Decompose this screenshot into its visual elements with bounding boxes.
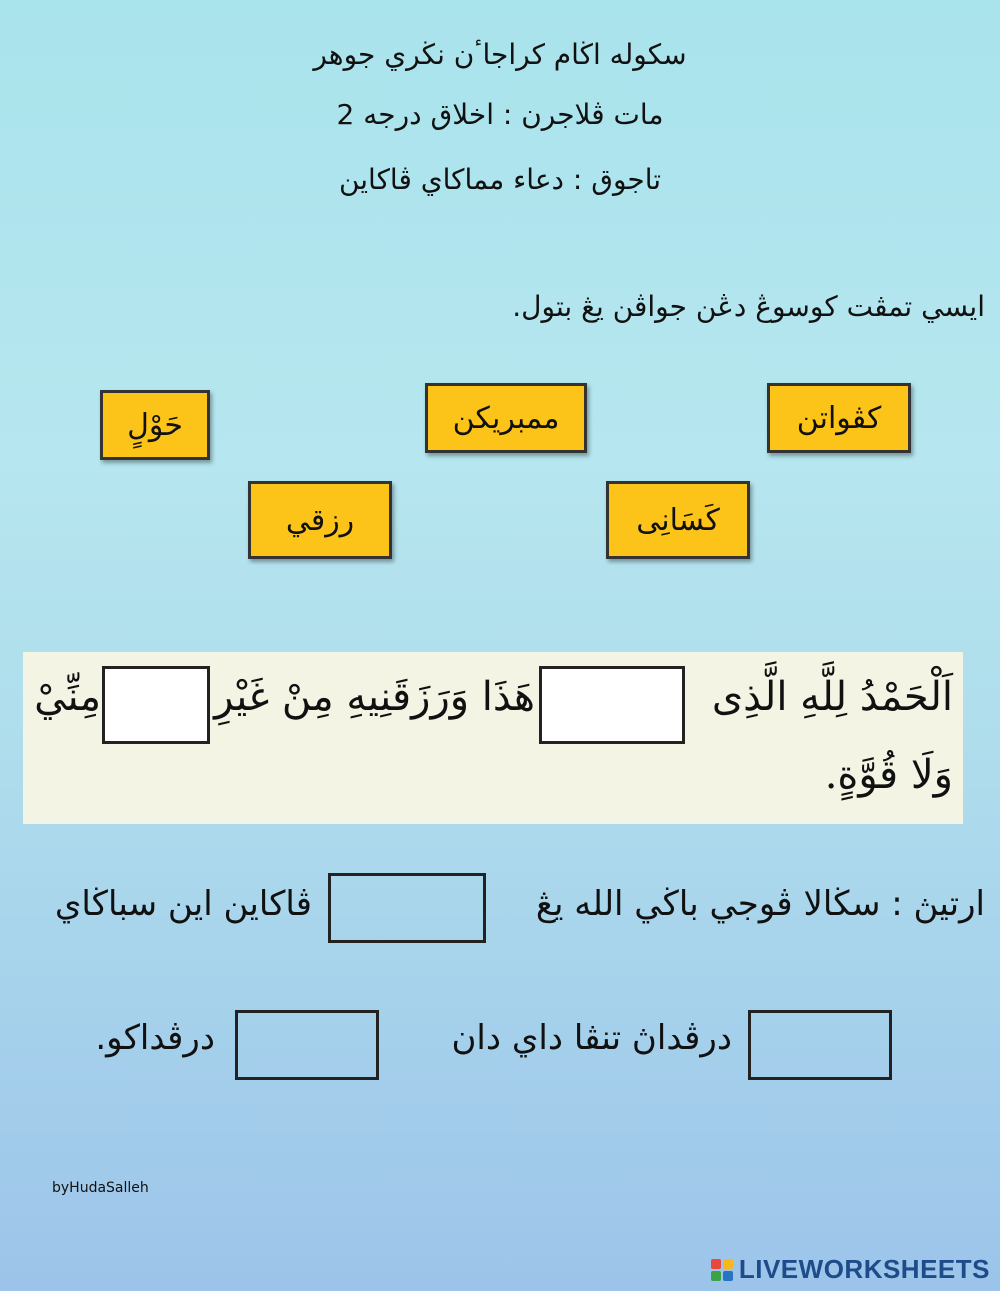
liveworksheets-logo-icon — [711, 1259, 733, 1281]
subject-title: مات ڤلاجرن : اخلاق درجه 2 — [336, 98, 664, 131]
dua-text-part3: مِنِّيْ — [34, 674, 101, 720]
meaning-text-part2: ڤاكاين اين سباڬاي — [54, 884, 312, 924]
instruction-text: ايسي تمڤت كوسوڠ دڠن جواڤن يڠ بتول. — [512, 290, 985, 323]
word-chip-rezeki[interactable]: رزقي — [248, 481, 392, 559]
word-chip-kasani[interactable]: كَسَانِى — [606, 481, 750, 559]
answer-box-1[interactable] — [539, 666, 685, 744]
answer-box-3[interactable] — [328, 873, 486, 943]
word-chip-memberikan[interactable]: ممبريكن — [425, 383, 587, 453]
topic-title: تاجوق : دعاء مماكاي ڤاكاين — [338, 163, 662, 196]
dua-text-part1: اَلْحَمْدُ لِلَّهِ الَّذِى — [711, 674, 953, 720]
answer-box-5[interactable] — [235, 1010, 379, 1080]
meaning-text-part1: ارتيڽ : سڬالا ڤوجي باڬي الله يڠ — [535, 884, 985, 924]
dua-panel — [23, 652, 963, 824]
answer-box-4[interactable] — [748, 1010, 892, 1080]
word-chip-kekuatan[interactable]: كڤواتن — [767, 383, 911, 453]
dua-text-line2: وَلَا قُوَّةٍ. — [824, 752, 953, 798]
word-chip-haulin[interactable]: حَوْلٍ — [100, 390, 210, 460]
brand-name: LIVEWORKSHEETS — [738, 1254, 990, 1284]
dua-text-part2: هَذَا وَرَزَقَنِيهِ مِنْ غَيْرِ — [214, 674, 535, 720]
author-credit: byHudaSalleh — [52, 1180, 149, 1196]
school-title: سكوله اڬام كراجاٴن نڬري جوهر — [313, 38, 687, 71]
liveworksheets-brand[interactable] — [711, 1254, 990, 1285]
meaning-text-part4: درڤداكو. — [95, 1018, 215, 1058]
meaning-text-part3: درڤداڽ تنڤا داي دان — [451, 1018, 732, 1058]
answer-box-2[interactable] — [102, 666, 210, 744]
